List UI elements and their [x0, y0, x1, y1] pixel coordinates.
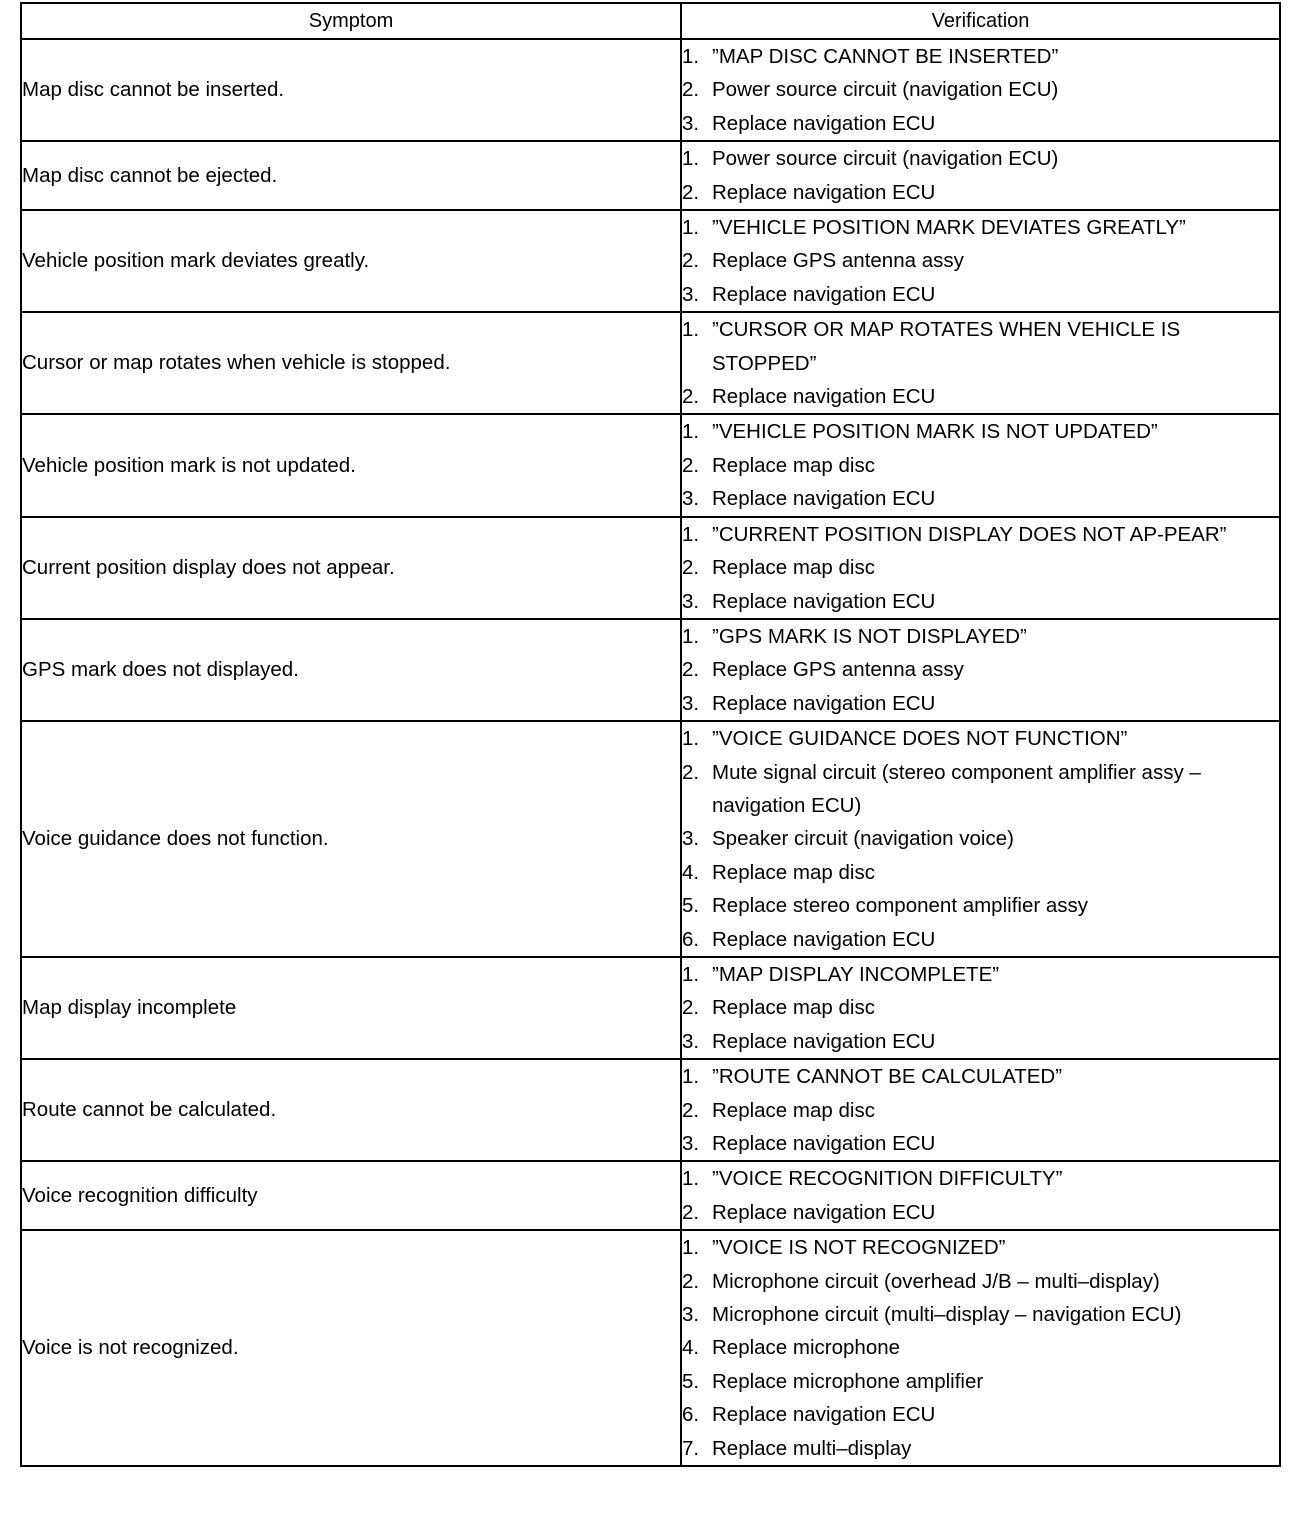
- symptom-cell: Cursor or map rotates when vehicle is stopped.: [21, 312, 681, 414]
- verification-step: [682, 1365, 1279, 1398]
- verification-step: [682, 73, 1279, 106]
- step-number: 1.: [682, 624, 700, 648]
- symptom-cell: Map disc cannot be inserted.: [21, 39, 681, 141]
- table-row: [21, 721, 1280, 957]
- step-text: Replace GPS antenna assy: [712, 658, 964, 682]
- step-text: Speaker circuit (navigation voice): [712, 827, 1014, 851]
- step-text: Power source circuit (navigation ECU): [712, 78, 1059, 102]
- step-number: 5.: [682, 894, 700, 918]
- verification-step: [682, 415, 1279, 448]
- verification-cell: [681, 1161, 1280, 1230]
- step-text: Replace microphone amplifier: [712, 1369, 984, 1393]
- verification-step: [682, 551, 1279, 584]
- verification-step: [682, 1231, 1279, 1264]
- step-text: ”VEHICLE POSITION MARK IS NOT UPDATED”: [712, 420, 1158, 444]
- symptom-cell: Route cannot be calculated.: [21, 1059, 681, 1161]
- verification-step: [682, 923, 1279, 956]
- symptom-cell: Voice guidance does not function.: [21, 721, 681, 957]
- verification-cell: [681, 39, 1280, 141]
- symptom-table: [20, 2, 1281, 1467]
- step-number: 2.: [682, 385, 700, 409]
- verification-list: [682, 40, 1279, 140]
- verification-step: [682, 380, 1279, 413]
- step-number: 1.: [682, 420, 700, 444]
- step-number: 3.: [682, 691, 700, 715]
- symptom-cell: Current position display does not appear.: [21, 517, 681, 619]
- verification-cell: [681, 210, 1280, 312]
- step-text: ”VOICE IS NOT RECOGNIZED”: [712, 1236, 1006, 1260]
- verification-step: [682, 1094, 1279, 1127]
- symptom-cell: GPS mark does not displayed.: [21, 619, 681, 721]
- step-text: Replace navigation ECU: [712, 1029, 936, 1053]
- verification-step: [682, 585, 1279, 618]
- verification-step: [682, 856, 1279, 889]
- step-number: 3.: [682, 487, 700, 511]
- step-number: 2.: [682, 658, 700, 682]
- step-text: ”CURSOR OR MAP ROTATES WHEN VEHICLE IS STOPPED”: [712, 318, 1181, 375]
- step-text: ”CURRENT POSITION DISPLAY DOES NOT AP-PEAR”: [712, 522, 1227, 546]
- verification-cell: [681, 1230, 1280, 1466]
- verification-step: [682, 1196, 1279, 1229]
- table-row: [21, 1230, 1280, 1466]
- step-number: 2.: [682, 556, 700, 580]
- step-number: 1.: [682, 216, 700, 240]
- symptom-cell: Vehicle position mark deviates greatly.: [21, 210, 681, 312]
- step-text: ”MAP DISC CANNOT BE INSERTED”: [712, 45, 1059, 68]
- step-text: Replace multi–display: [712, 1436, 912, 1460]
- verification-cell: [681, 957, 1280, 1059]
- step-text: Replace map disc: [712, 1098, 875, 1122]
- step-text: Replace navigation ECU: [712, 691, 936, 715]
- step-text: ”VOICE GUIDANCE DOES NOT FUNCTION”: [712, 727, 1128, 751]
- verification-list: [682, 142, 1279, 209]
- verification-list: [682, 415, 1279, 515]
- symptom-cell: Voice recognition difficulty: [21, 1161, 681, 1230]
- verification-step: [682, 687, 1279, 720]
- verification-step: [682, 518, 1279, 551]
- verification-step: [682, 142, 1279, 175]
- step-number: 3.: [682, 827, 700, 851]
- step-number: 2.: [682, 996, 700, 1020]
- verification-step: [682, 40, 1279, 73]
- step-text: Replace stereo component amplifier assy: [712, 894, 1089, 918]
- step-number: 4.: [682, 860, 700, 884]
- verification-cell: [681, 1059, 1280, 1161]
- step-number: 1.: [682, 147, 700, 171]
- step-text: Replace microphone: [712, 1336, 901, 1360]
- verification-list: [682, 518, 1279, 618]
- symptom-cell: Map display incomplete: [21, 957, 681, 1059]
- step-text: Mute signal circuit (stereo component amplifier assy – navigation ECU): [712, 760, 1201, 817]
- table-row: [21, 141, 1280, 210]
- step-text: Replace navigation ECU: [712, 927, 936, 951]
- step-number: 2.: [682, 78, 700, 102]
- verification-list: [682, 722, 1279, 956]
- step-number: 5.: [682, 1369, 700, 1393]
- table-row: [21, 517, 1280, 619]
- verification-step: [682, 1331, 1279, 1364]
- verification-step: [682, 107, 1279, 140]
- step-text: Replace map disc: [712, 556, 875, 580]
- verification-step: [682, 176, 1279, 209]
- step-text: ”VOICE RECOGNITION DIFFICULTY”: [712, 1167, 1063, 1191]
- step-text: Replace map disc: [712, 996, 875, 1020]
- step-text: Replace navigation ECU: [712, 1403, 936, 1427]
- verification-cell: [681, 619, 1280, 721]
- verification-cell: [681, 141, 1280, 210]
- step-text: Replace navigation ECU: [712, 487, 936, 511]
- verification-cell: [681, 517, 1280, 619]
- step-text: Replace navigation ECU: [712, 385, 936, 409]
- step-number: 1.: [682, 318, 700, 342]
- step-text: Replace navigation ECU: [712, 1200, 936, 1224]
- verification-step: [682, 1432, 1279, 1465]
- header-row: [21, 3, 1280, 39]
- step-number: 1.: [682, 1167, 700, 1191]
- table-row: [21, 312, 1280, 414]
- verification-cell: [681, 312, 1280, 414]
- table-row: [21, 957, 1280, 1059]
- symptom-cell: Map disc cannot be ejected.: [21, 141, 681, 210]
- verification-step: [682, 278, 1279, 311]
- verification-step: [682, 1060, 1279, 1093]
- step-number: 2.: [682, 180, 700, 204]
- symptom-header: Symptom: [21, 3, 681, 39]
- step-text: Microphone circuit (overhead J/B – multi–display): [712, 1269, 1160, 1293]
- step-text: Replace map disc: [712, 453, 875, 477]
- verification-step: [682, 722, 1279, 755]
- verification-step: [682, 822, 1279, 855]
- step-text: Microphone circuit (multi–display – navigation ECU): [712, 1303, 1182, 1327]
- verification-step: [682, 991, 1279, 1024]
- step-number: 1.: [682, 1236, 700, 1260]
- verification-list: [682, 958, 1279, 1058]
- verification-step: [682, 1298, 1279, 1331]
- verification-step: [682, 244, 1279, 277]
- verification-step: [682, 1025, 1279, 1058]
- step-number: 6.: [682, 1403, 700, 1427]
- step-number: 2.: [682, 1098, 700, 1122]
- table-body: [21, 39, 1280, 1466]
- verification-cell: [681, 414, 1280, 516]
- step-number: 3.: [682, 1132, 700, 1155]
- verification-step: [682, 756, 1279, 823]
- table-row: [21, 210, 1280, 312]
- table-row: [21, 1059, 1280, 1161]
- step-number: 2.: [682, 249, 700, 273]
- verification-step: [682, 313, 1279, 380]
- step-text: Power source circuit (navigation ECU): [712, 147, 1059, 171]
- step-number: 1.: [682, 522, 700, 546]
- step-text: Replace navigation ECU: [712, 1132, 936, 1155]
- step-number: 6.: [682, 927, 700, 951]
- step-text: ”VEHICLE POSITION MARK DEVIATES GREATLY”: [712, 216, 1186, 240]
- verification-step: [682, 482, 1279, 515]
- symptom-cell: Vehicle position mark is not updated.: [21, 414, 681, 516]
- step-number: 3.: [682, 589, 700, 613]
- step-number: 1.: [682, 962, 700, 986]
- table-row: [21, 619, 1280, 721]
- step-text: Replace GPS antenna assy: [712, 249, 964, 273]
- step-number: 3.: [682, 282, 700, 306]
- step-number: 2.: [682, 1269, 700, 1293]
- table-row: [21, 414, 1280, 516]
- step-text: ”MAP DISPLAY INCOMPLETE”: [712, 962, 1000, 986]
- verification-step: [682, 449, 1279, 482]
- table-row: [21, 1161, 1280, 1230]
- verification-step: [682, 1265, 1279, 1298]
- verification-step: [682, 620, 1279, 653]
- verification-list: [682, 1060, 1279, 1160]
- verification-list: [682, 211, 1279, 311]
- step-text: ”ROUTE CANNOT BE CALCULATED”: [712, 1065, 1063, 1089]
- verification-step: [682, 1162, 1279, 1195]
- step-number: 4.: [682, 1336, 700, 1360]
- step-text: Replace navigation ECU: [712, 282, 936, 306]
- step-number: 7.: [682, 1436, 700, 1460]
- step-text: Replace navigation ECU: [712, 589, 936, 613]
- verification-list: [682, 620, 1279, 720]
- step-number: 2.: [682, 1200, 700, 1224]
- symptom-cell: Voice is not recognized.: [21, 1230, 681, 1466]
- verification-list: [682, 313, 1279, 413]
- verification-step: [682, 1127, 1279, 1160]
- step-text: Replace navigation ECU: [712, 180, 936, 204]
- table-row: [21, 39, 1280, 141]
- verification-step: [682, 1398, 1279, 1431]
- step-number: 2.: [682, 760, 700, 784]
- step-text: Replace navigation ECU: [712, 111, 936, 135]
- verification-step: [682, 211, 1279, 244]
- step-text: Replace map disc: [712, 860, 875, 884]
- verification-step: [682, 889, 1279, 922]
- step-text: ”GPS MARK IS NOT DISPLAYED”: [712, 624, 1027, 648]
- verification-list: [682, 1231, 1279, 1465]
- verification-step: [682, 958, 1279, 991]
- step-number: 1.: [682, 1065, 700, 1089]
- verification-list: [682, 1162, 1279, 1229]
- verification-step: [682, 653, 1279, 686]
- verification-cell: [681, 721, 1280, 957]
- step-number: 1.: [682, 45, 700, 68]
- verification-header: Verification: [681, 3, 1280, 39]
- step-number: 2.: [682, 453, 700, 477]
- step-number: 3.: [682, 111, 700, 135]
- step-number: 3.: [682, 1029, 700, 1053]
- step-number: 1.: [682, 727, 700, 751]
- step-number: 3.: [682, 1303, 700, 1327]
